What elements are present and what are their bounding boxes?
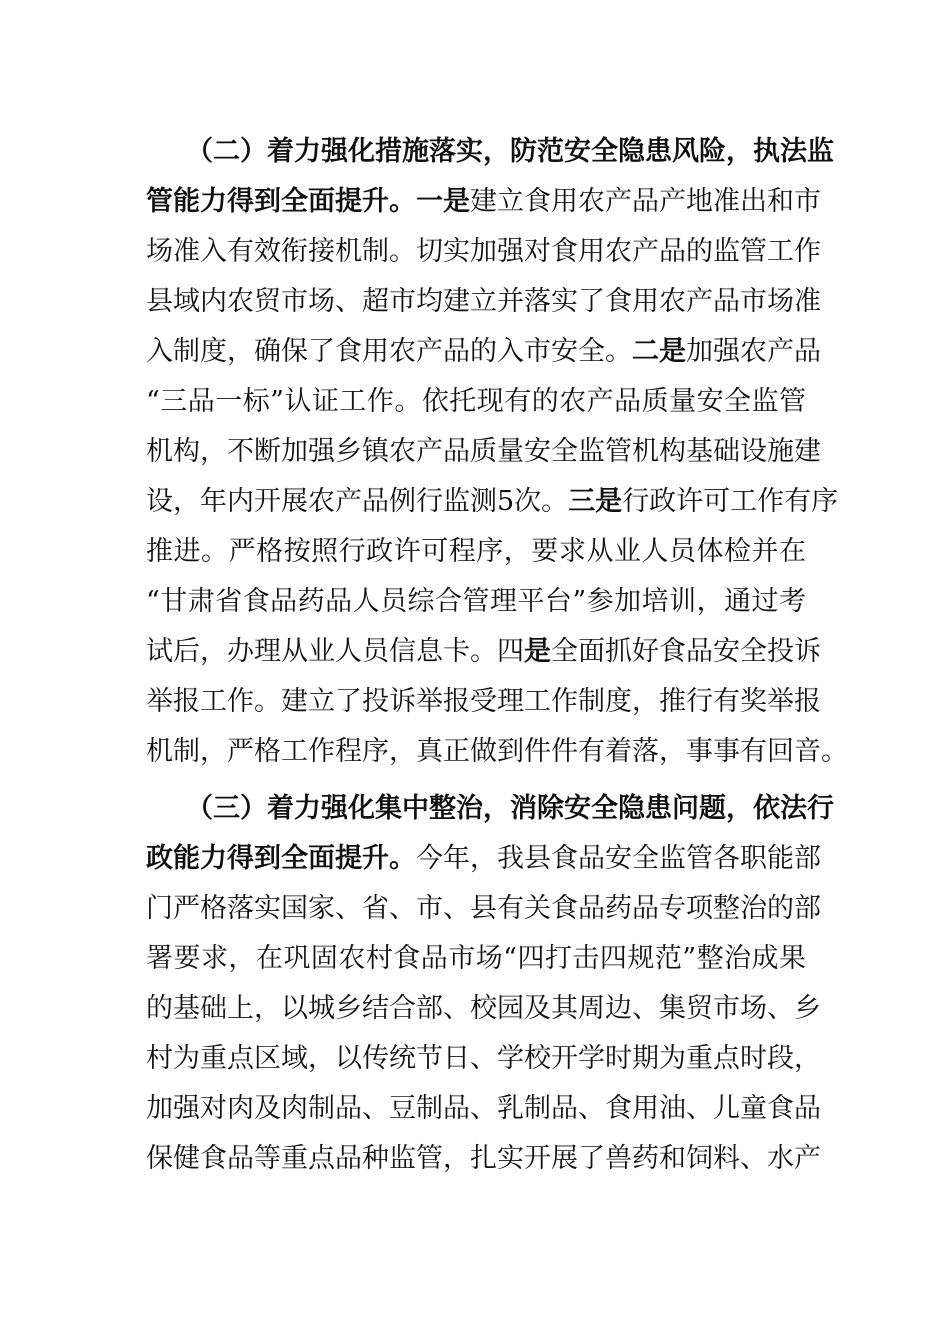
section2-item2-lead: 二是	[632, 336, 686, 367]
paragraph-text: 场准入有效衔接机制。切实加强对食用农产品的监管工作	[146, 236, 821, 267]
section2-line-13	[146, 732, 848, 772]
paragraph-text: 县域内农贸市场、超市均建立并落实了食用农产品市场准	[146, 286, 821, 317]
section2-item1-lead: 一是	[416, 186, 470, 217]
section2-line-4	[146, 282, 821, 322]
section3-heading-part2: 政能力得到全面提升。	[146, 843, 416, 874]
section2-heading-part1: （二）着力强化措施落实，防范安全隐患风险，执法监	[186, 136, 834, 167]
section2-line-3	[146, 232, 821, 272]
paragraph-text: 加强农产品	[686, 336, 821, 367]
paragraph-text: 保健食品等重点品种监管，扎实开展了兽药和饲料、水产	[146, 1143, 821, 1174]
section2-item1-text: 建立食用农产品产地准出和市	[470, 186, 821, 217]
section3-line-3	[146, 889, 821, 929]
section3-line-6	[146, 1039, 821, 1079]
section2-heading-part2: 管能力得到全面提升。	[146, 186, 416, 217]
section2-line-7	[146, 432, 821, 472]
paragraph-text: “三品一标”认证工作。依托现有的农产品质量安全监管	[146, 386, 806, 417]
section2-line-11	[146, 632, 821, 672]
paragraph-text: 推进。严格按照行政许可程序，要求从业人员体检并在	[146, 536, 806, 567]
section3-heading-part1: （三）着力强化集中整治，消除安全隐患问题，依法行	[186, 793, 834, 824]
paragraph-text: “甘肃省食品药品人员综合管理平台”参加培训，通过考	[146, 586, 806, 617]
paragraph-text: 设，年内开展农产品例行监测5次。	[146, 486, 569, 517]
section3-heading-line1	[186, 789, 834, 829]
section3-line-5	[146, 989, 821, 1029]
paragraph-text: 村为重点区域，以传统节日、学校开学时期为重点时段，	[146, 1043, 821, 1074]
section2-heading-line1	[186, 132, 834, 172]
section2-item4-lead: 是	[524, 636, 551, 667]
paragraph-text: 举报工作。建立了投诉举报受理工作制度，推行有奖举报	[146, 686, 821, 717]
paragraph-text: 门严格落实国家、省、市、县有关食品药品专项整治的部	[146, 893, 821, 924]
section2-line-2	[146, 182, 821, 222]
paragraph-text: 入制度，确保了食用农产品的入市安全。	[146, 336, 632, 367]
paragraph-text: 试后，办理从业人员信息卡。四	[146, 636, 524, 667]
paragraph-text: 加强对肉及肉制品、豆制品、乳制品、食用油、儿童食品	[146, 1093, 821, 1124]
paragraph-text: 机制，严格工作程序，真正做到件件有着落，事事有回音。	[146, 736, 848, 767]
paragraph-text: 机构，不断加强乡镇农产品质量安全监管机构基础设施建	[146, 436, 821, 467]
paragraph-text: 的基础上，以城乡结合部、校园及其周边、集贸市场、乡	[146, 993, 821, 1024]
section3-line-4	[146, 939, 806, 979]
paragraph-text: 行政许可工作有序	[622, 486, 839, 517]
section2-line-12	[146, 682, 821, 722]
paragraph-text: 全面抓好食品安全投诉	[551, 636, 821, 667]
section2-item3-lead: 三是	[568, 486, 623, 517]
section3-line-2	[146, 839, 821, 879]
section2-line-5	[146, 332, 821, 372]
section3-line-7	[146, 1089, 821, 1129]
section3-line-8	[146, 1139, 821, 1179]
section2-line-8	[146, 482, 839, 522]
section2-line-10	[146, 582, 806, 622]
paragraph-text: 今年，我县食品安全监管各职能部	[416, 843, 821, 874]
paragraph-text: 署要求，在巩固农村食品市场“四打击四规范”整治成果	[146, 943, 806, 974]
section2-line-9	[146, 532, 806, 572]
section2-line-6	[146, 382, 806, 422]
